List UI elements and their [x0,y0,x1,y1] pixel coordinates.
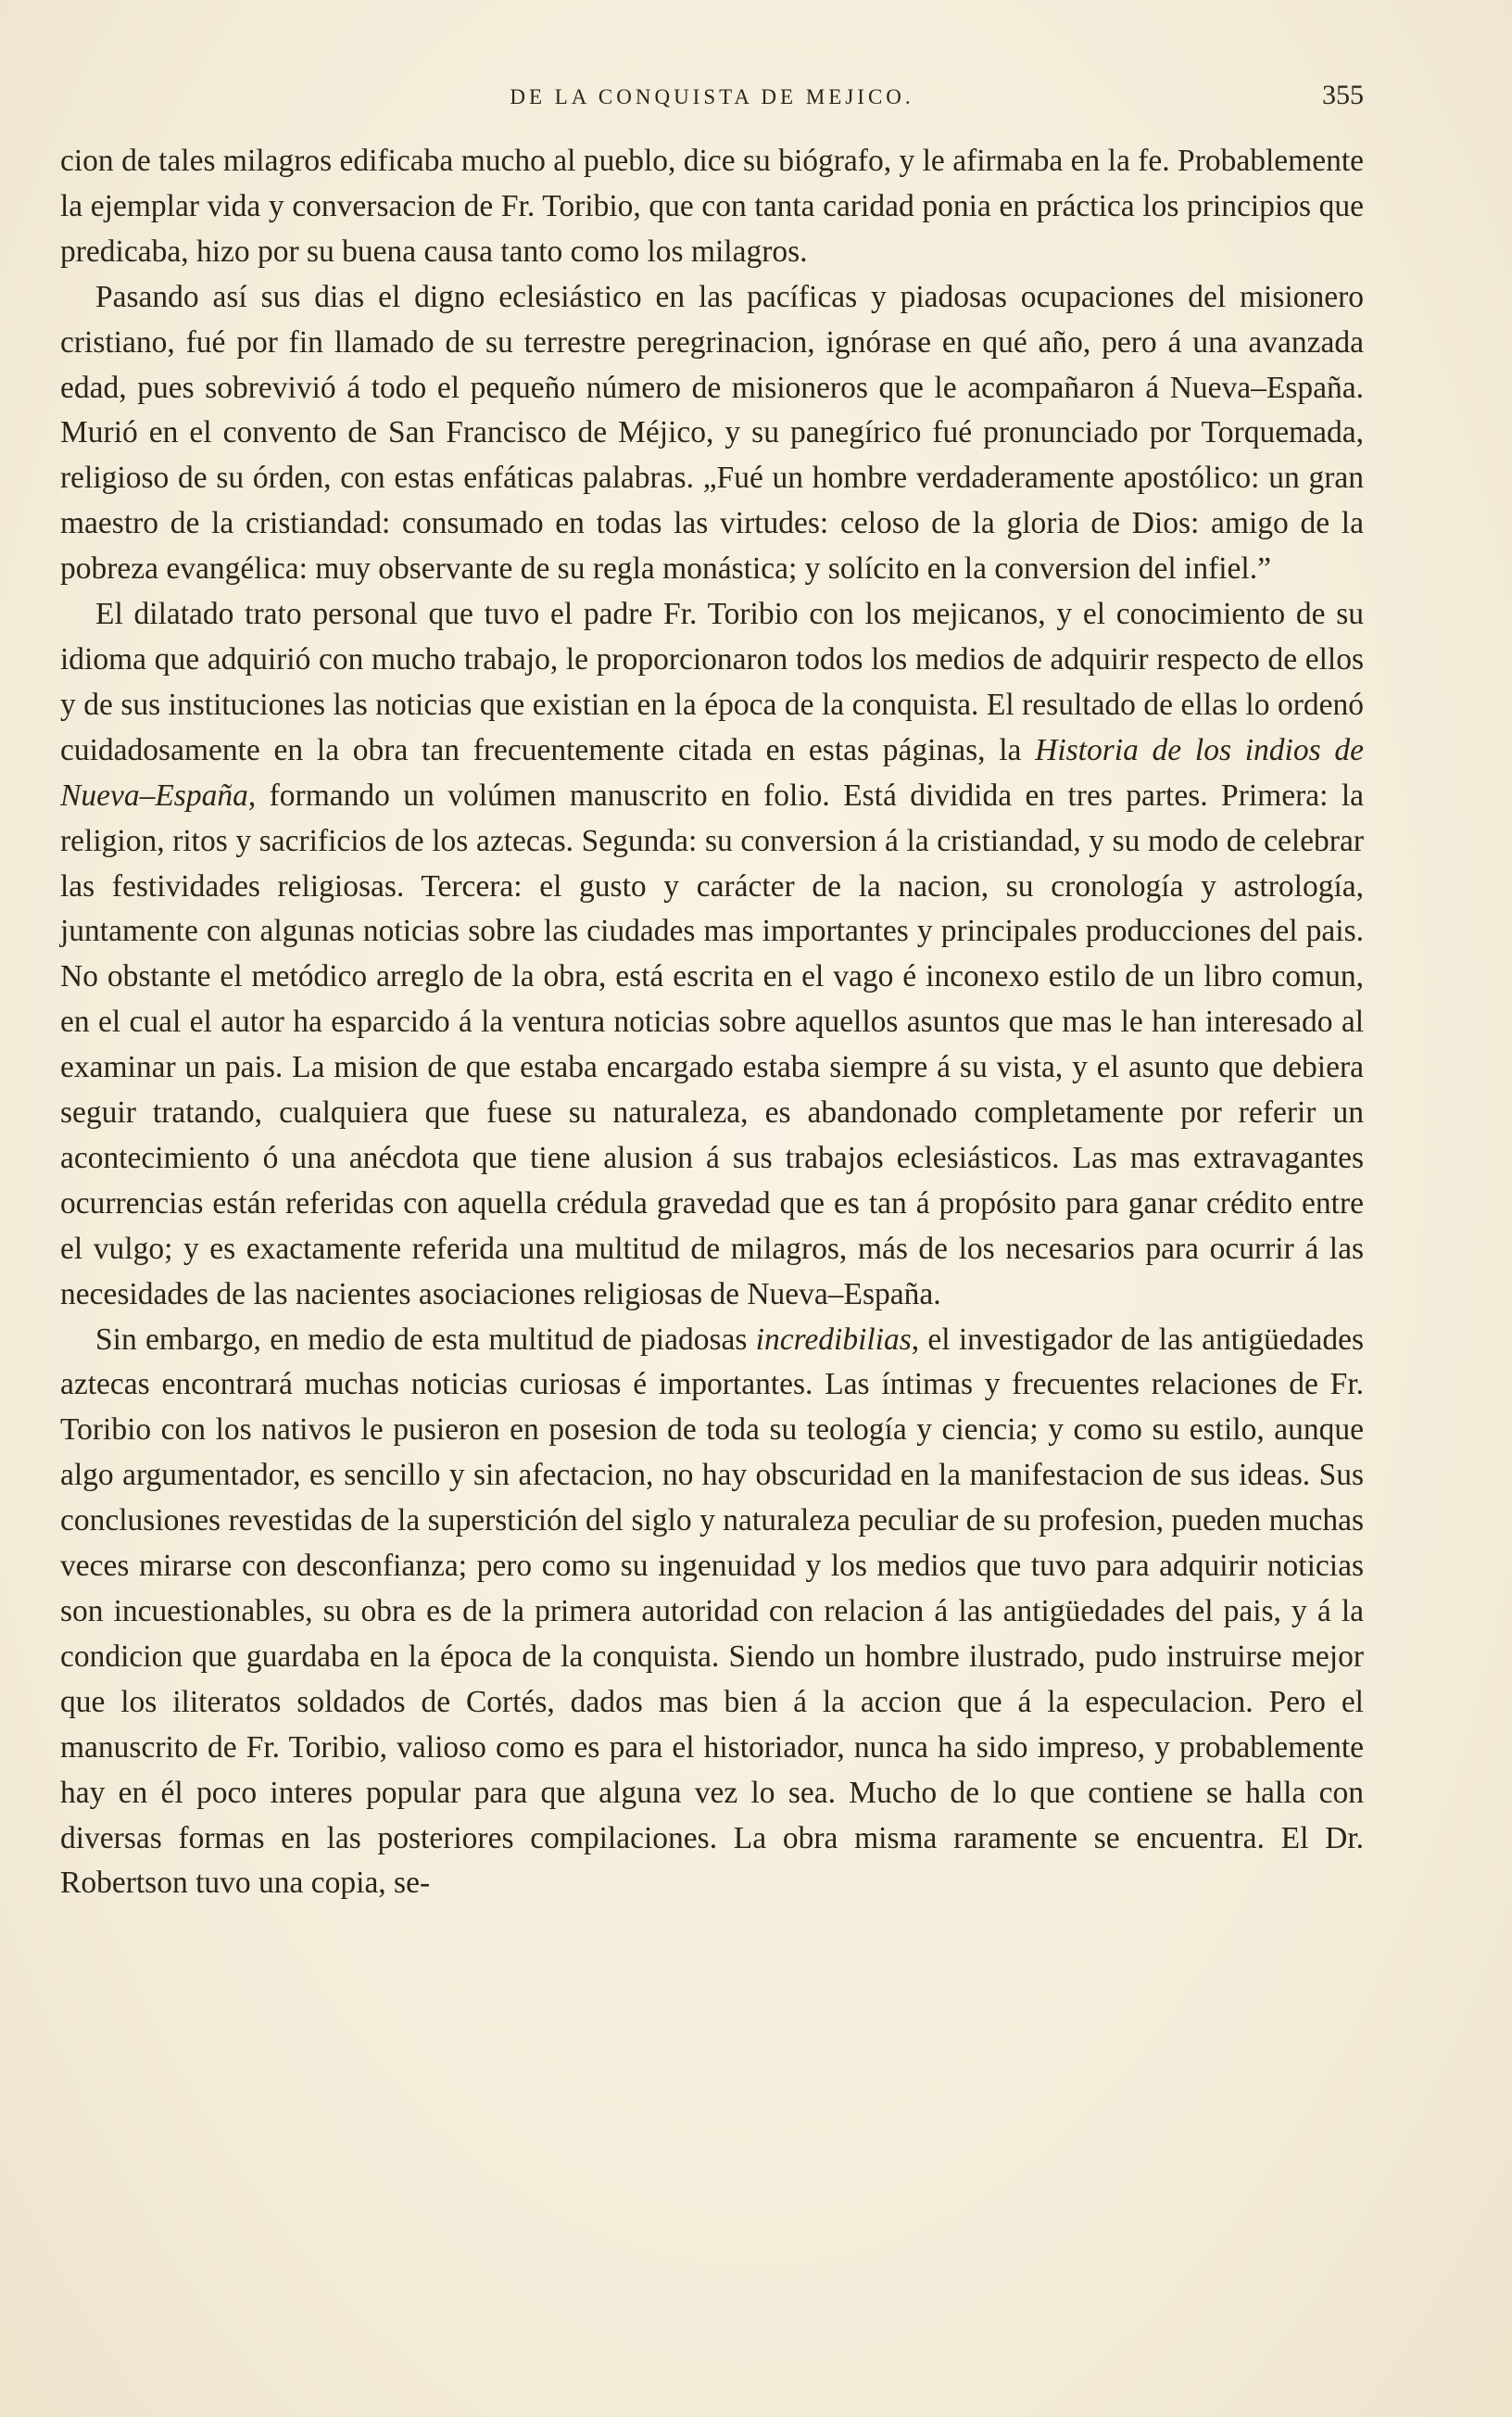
body-text [60,139,1364,1906]
page-header [60,0,1364,139]
text-run: cion de tales milagros edificaba mucho al pueblo, dice su biógrafo, y le afirmaba en la fe. Probablemente la ejemplar vida y conversacion de Fr. Toribio, que con tanta caridad ponia en práctica los principios que predicaba, hizo por su buena causa tanto como los milagros. [60,144,1364,269]
text-run: Pasando así sus dias el digno eclesiástico en las pacíficas y piadosas ocupaciones del misionero cristiano, fué por fin llamado de su terrestre peregrinacion, ignórase en qué año, pero á una avanzada edad, pues sobrevivió á todo el pequeño número de misioneros que le acompañaron á Nueva–España. Murió en el convento de San Francisco de Méjico, y su panegírico fué pronunciado por Torquemada, religioso de su órden, con estas enfáticas palabras. „Fué un hombre verdaderamente apostólico: un gran maestro de la cristiandad: consumado en todas las virtudes: celoso de la gloria de Dios: amigo de la pobreza evangélica: muy observante de su regla monástica; y solícito en la conversion del infiel.” [60,279,1364,587]
paragraph [60,592,1364,1318]
text-run: , formando un volúmen manuscrito en folio. Está dividida en tres partes. Primera: la religion, ritos y sacrificios de los aztecas. Segunda: su conversion á la cristiandad, y su modo de celebrar las festividades religiosas. Tercera: el gusto y carácter de la nacion, su cronología y astrología, juntamente con algunas noticias sobre las ciudades mas importantes y principales producciones del pais. No obstante el metódico arreglo de la obra, está escrita en el vago é inconexo estilo de un libro comun, en el cual el autor ha esparcido á la ventura noticias sobre aquellos asuntos que mas le han interesado al examinar un pais. La mision de que estaba encargado estaba siempre á su vista, y el asunto que debiera seguir tratando, cualquiera que fuese su naturaleza, es abandonado completamente por referir un acontecimiento ó una anécdota que tiene alusion á sus trabajos eclesiásticos. Las mas extravagantes ocurrencias están referidas con aquella crédula gravedad que es tan á propósito para ganar crédito entre el vulgo; y es exactamente referida una multitud de milagros, más de los necesarios para ocurrir á las necesidades de las nacientes asociaciones religiosas de Nueva–España. [60,778,1364,1311]
page-number: 355 [1322,80,1364,110]
paragraph [60,139,1364,275]
running-head: DE LA CONQUISTA DE MEJICO. [510,85,914,108]
text-run: El dilatado trato personal que tuvo el padre Fr. Toribio con los mejicanos, y el conocimiento de su idioma que adquirió con mucho trabajo, le proporcionaron todos los medios de adquirir respecto de ellos y de sus instituciones las noticias que existian en la época de la conquista. El resultado de ellas lo ordenó cuidadosamente en la obra tan frecuentemente citada en estas páginas, la [60,597,1364,767]
text-run: Sin embargo, en medio de esta multitud de piadosas [95,1322,756,1357]
paragraph [60,275,1364,592]
paragraph [60,1318,1364,1907]
italic-title: Historia de los indios de Nueva–España [60,732,1364,813]
text-run: , el investigador de las antigüedades aztecas encontrará muchas noticias curiosas é importantes. Las íntimas y frecuentes relaciones de Fr. Toribio con los nativos le pusieron en posesion de toda su teología y ciencia; y como su estilo, aunque algo argumentador, es sencillo y sin afectacion, no hay obscuridad en la manifestacion de sus ideas. Sus conclusiones revestidas de la superstición del siglo y naturaleza peculiar de su profesion, pueden muchas veces mirarse con desconfianza; pero como su ingenuidad y los medios que tuvo para adquirir noticias son incuestionables, su obra es de la primera autoridad con relacion á las antigüedades del pais, y á la condicion que guardaba en la época de la conquista. Siendo un hombre ilustrado, pudo instruirse mejor que los iliteratos soldados de Cortés, dados mas bien á la accion que á la especulacion. Pero el manuscrito de Fr. Toribio, valioso como es para el historiador, nunca ha sido impreso, y probablemente hay en él poco interes popular para que alguna vez lo sea. Mucho de lo que contiene se halla con diversas formas en las posteriores compilaciones. La obra misma raramente se encuentra. El Dr. Robertson tuvo una copia, se- [60,1322,1364,1901]
italic-title: incredibilias [755,1322,912,1357]
